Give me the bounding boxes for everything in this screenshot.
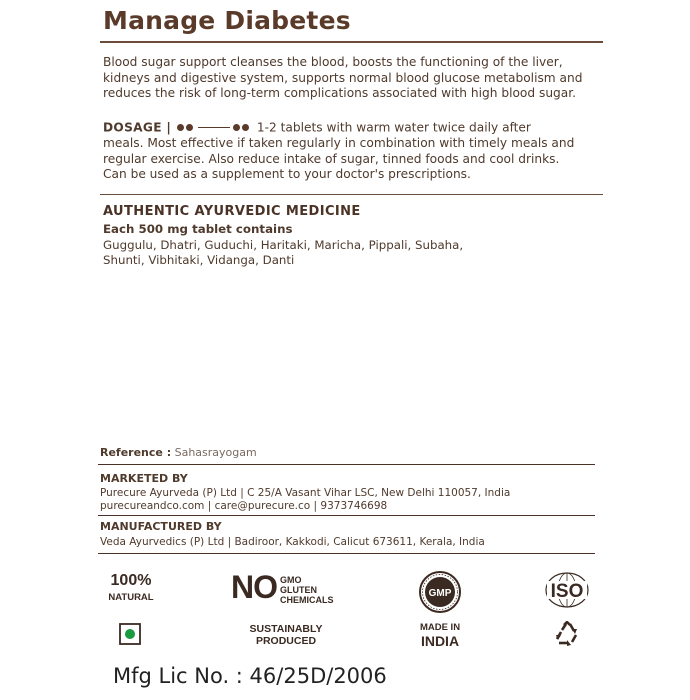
no-badge-item: GLUTEN: [280, 585, 317, 595]
natural-badge-label: NATURAL: [108, 592, 154, 603]
dosage-line: Can be used as a supplement to your doctor's prescriptions.: [103, 167, 471, 182]
no-badge-big: NO: [231, 569, 277, 605]
no-badge-item: CHEMICALS: [280, 595, 334, 605]
dosage-first-text: 1-2 tablets with warm water twice daily after: [256, 120, 531, 135]
dosage-line: meals. Most effective if taken regularly in combination with timely meals and: [103, 136, 575, 151]
sustainably-line: SUSTAINABLY: [249, 623, 323, 635]
dosage-divider: [100, 194, 603, 195]
dosage-line: regular exercise. Also reduce intake of sugar, tinned foods and cool drinks.: [103, 151, 560, 166]
dosage-paragraph: [103, 120, 603, 183]
sustainably-line: PRODUCED: [255, 635, 317, 647]
mfg-license-number: Mfg Lic No. : 46/25D/2006: [113, 664, 387, 688]
made-in-country: INDIA: [420, 633, 460, 649]
ingredients-subheading: Each 500 mg tablet contains: [103, 222, 293, 236]
manufactured-divider: [98, 553, 595, 554]
page-title: Manage Diabetes: [103, 6, 351, 35]
sustainably-label: [238, 623, 334, 647]
gmp-seal-icon: [418, 570, 462, 614]
reference-line: [100, 446, 257, 460]
made-in-line: MADE IN: [419, 622, 461, 633]
dosage-first-line: [103, 120, 603, 136]
intro-paragraph: [103, 55, 603, 102]
intro-line: kidneys and digestive system, supports normal blood glucose metabolism and: [103, 70, 583, 85]
authentic-heading: AUTHENTIC AYURVEDIC MEDICINE: [103, 204, 361, 219]
intro-line: Blood sugar support cleanses the blood, boosts the functioning of the liver,: [103, 55, 563, 69]
recycle-icon: [553, 621, 581, 647]
iso-seal-text: ISO: [550, 581, 584, 602]
iso-seal-icon: [543, 570, 591, 610]
marketed-divider: [98, 515, 595, 516]
manufactured-by-heading: MANUFACTURED BY: [100, 520, 222, 533]
natural-badge-percent: 100%: [110, 572, 152, 589]
gmp-seal-text: GMP: [428, 588, 452, 599]
reference-value: Sahasrayogam: [174, 446, 257, 459]
dosage-label: DOSAGE |: [103, 120, 172, 135]
intro-line: reduces the risk of long-term complications associated with high blood sugar.: [103, 86, 577, 101]
ingredients-line: Guggulu, Dhatri, Guduchi, Haritaki, Maricha, Pippali, Subaha,: [103, 237, 464, 252]
dosage-schedule-icon: [177, 120, 251, 136]
marketed-by-contact: purecureandco.com | care@purecure.co | 9373746698: [100, 500, 388, 512]
reference-label: Reference :: [100, 446, 172, 459]
manufactured-by-address: Veda Ayurvedics (P) Ltd | Badiroor, Kakkodi, Calicut 673611, Kerala, India: [100, 536, 485, 548]
vegetarian-mark-icon: [119, 623, 141, 645]
ingredients-line: Shunti, Vibhitaki, Vidanga, Danti: [103, 253, 295, 267]
ingredients-block: [103, 222, 603, 269]
reference-divider: [98, 464, 595, 465]
no-badge-item: GMO: [280, 575, 302, 585]
title-divider: [100, 41, 603, 43]
no-badge-list: [280, 575, 334, 605]
made-in-label: [411, 622, 469, 649]
marketed-by-heading: MARKETED BY: [100, 472, 188, 485]
marketed-by-address: Purecure Ayurveda (P) Ltd | C 25/A Vasant Vihar LSC, New Delhi 110057, India: [100, 487, 511, 499]
